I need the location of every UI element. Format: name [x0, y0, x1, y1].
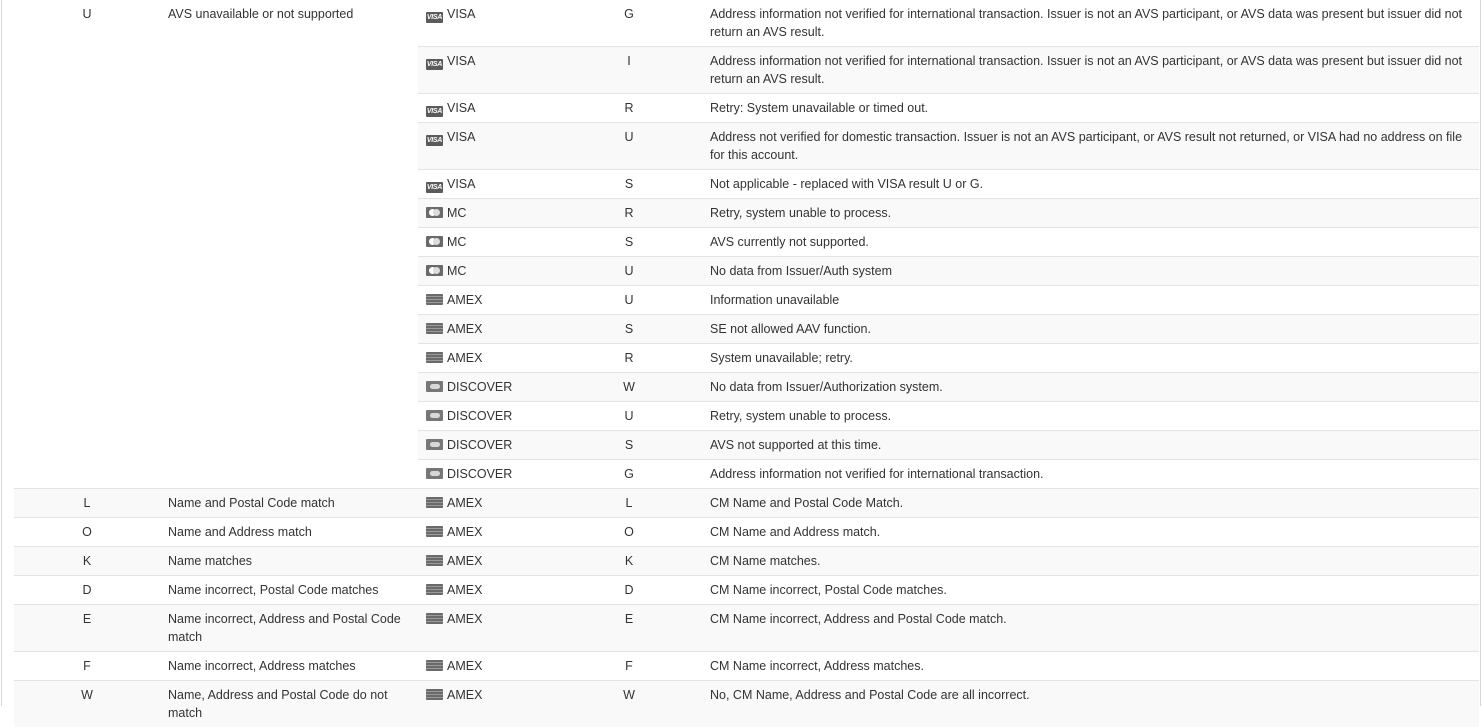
card-type-label: AMEX [447, 525, 482, 539]
avs-meaning-cell: Name, Address and Postal Code do not match [160, 681, 418, 727]
response-code-cell: S [556, 315, 702, 344]
card-type-label: AMEX [447, 293, 482, 307]
card-type-cell [418, 402, 556, 431]
response-code-cell: F [556, 652, 702, 681]
description-cell: Retry, system unable to process. [702, 402, 1479, 431]
card-type-label: AMEX [447, 496, 482, 510]
avs-codes-table [14, 0, 1479, 727]
response-code-cell: R [556, 199, 702, 228]
avs-code-cell: O [14, 518, 160, 547]
card-type-cell [418, 489, 556, 518]
card-type-cell [418, 547, 556, 576]
card-type-cell [418, 460, 556, 489]
card-type-label: AMEX [447, 612, 482, 626]
card-type-label: AMEX [447, 659, 482, 673]
discover-card-icon [426, 439, 443, 450]
card-type-label: AMEX [447, 554, 482, 568]
table-row [14, 547, 1479, 576]
card-type-label: DISCOVER [447, 409, 512, 423]
table-row [14, 518, 1479, 547]
avs-meaning-cell: Name and Postal Code match [160, 489, 418, 518]
card-type-cell [418, 431, 556, 460]
card-type-cell [418, 344, 556, 373]
mastercard-icon [426, 207, 443, 218]
response-code-cell: O [556, 518, 702, 547]
description-cell: Address information not verified for international transaction. Issuer is not an AVS participant, or AVS data was present but issuer did not return an AVS result. [702, 47, 1479, 94]
avs-meaning-cell: Name incorrect, Address matches [160, 652, 418, 681]
response-code-cell: K [556, 547, 702, 576]
response-code-cell: W [556, 681, 702, 727]
card-type-cell [418, 47, 556, 94]
card-type-cell [418, 681, 556, 727]
visa-card-icon: VISA [426, 59, 443, 70]
description-cell: CM Name and Postal Code Match. [702, 489, 1479, 518]
response-code-cell: W [556, 373, 702, 402]
response-code-cell: S [556, 170, 702, 199]
amex-card-icon [426, 555, 443, 566]
response-code-cell: L [556, 489, 702, 518]
description-cell: System unavailable; retry. [702, 344, 1479, 373]
response-code-cell: E [556, 605, 702, 652]
amex-card-icon [426, 497, 443, 508]
avs-meaning-cell: Name matches [160, 547, 418, 576]
description-cell: Not applicable - replaced with VISA result U or G. [702, 170, 1479, 199]
mastercard-icon [426, 236, 443, 247]
amex-card-icon [426, 323, 443, 334]
description-cell: CM Name incorrect, Postal Code matches. [702, 576, 1479, 605]
avs-table-body [14, 0, 1479, 727]
card-type-label: DISCOVER [447, 467, 512, 481]
card-type-cell [418, 199, 556, 228]
amex-card-icon [426, 294, 443, 305]
response-code-cell: D [556, 576, 702, 605]
card-type-label: DISCOVER [447, 380, 512, 394]
avs-meaning-cell: AVS unavailable or not supported [160, 0, 418, 489]
description-cell: CM Name incorrect, Address and Postal Code match. [702, 605, 1479, 652]
avs-code-cell: E [14, 605, 160, 652]
mastercard-icon [426, 265, 443, 276]
description-cell: Information unavailable [702, 286, 1479, 315]
card-type-label: MC [447, 235, 466, 249]
card-type-cell [418, 228, 556, 257]
amex-card-icon [426, 689, 443, 700]
card-type-cell [418, 123, 556, 170]
card-type-label: DISCOVER [447, 438, 512, 452]
response-code-cell: U [556, 286, 702, 315]
card-type-cell [418, 257, 556, 286]
table-row [14, 0, 1479, 47]
description-cell: No, CM Name, Address and Postal Code are all incorrect. [702, 681, 1479, 727]
response-code-cell: R [556, 344, 702, 373]
response-code-cell: R [556, 94, 702, 123]
amex-card-icon [426, 526, 443, 537]
discover-card-icon [426, 410, 443, 421]
card-type-cell [418, 315, 556, 344]
card-type-label: VISA [447, 101, 476, 115]
table-row [14, 605, 1479, 652]
description-cell: No data from Issuer/Authorization system. [702, 373, 1479, 402]
description-cell: AVS not supported at this time. [702, 431, 1479, 460]
amex-card-icon [426, 613, 443, 624]
avs-meaning-cell: Name incorrect, Postal Code matches [160, 576, 418, 605]
amex-card-icon [426, 660, 443, 671]
description-cell: CM Name and Address match. [702, 518, 1479, 547]
description-cell: CM Name matches. [702, 547, 1479, 576]
avs-code-cell: D [14, 576, 160, 605]
amex-card-icon [426, 584, 443, 595]
card-type-cell [418, 605, 556, 652]
avs-code-cell: L [14, 489, 160, 518]
description-cell: Address information not verified for international transaction. [702, 460, 1479, 489]
card-type-cell [418, 576, 556, 605]
response-code-cell: U [556, 123, 702, 170]
card-type-label: VISA [447, 177, 476, 191]
description-cell: Retry, system unable to process. [702, 199, 1479, 228]
card-type-cell [418, 286, 556, 315]
description-cell: No data from Issuer/Auth system [702, 257, 1479, 286]
card-type-label: VISA [447, 7, 476, 21]
card-type-cell [418, 373, 556, 402]
avs-code-cell: F [14, 652, 160, 681]
card-type-label: AMEX [447, 583, 482, 597]
card-type-cell [418, 94, 556, 123]
discover-card-icon [426, 381, 443, 392]
table-row [14, 489, 1479, 518]
card-type-label: MC [447, 206, 466, 220]
response-code-cell: U [556, 402, 702, 431]
avs-code-cell: K [14, 547, 160, 576]
response-code-cell: G [556, 460, 702, 489]
avs-meaning-cell: Name and Address match [160, 518, 418, 547]
description-cell: Address not verified for domestic transaction. Issuer is not an AVS participant, or AVS result not returned, or VISA had no address on file for this account. [702, 123, 1479, 170]
card-type-cell [418, 652, 556, 681]
table-row [14, 576, 1479, 605]
card-type-label: AMEX [447, 688, 482, 702]
card-type-label: MC [447, 264, 466, 278]
card-type-label: AMEX [447, 322, 482, 336]
table-row [14, 681, 1479, 727]
response-code-cell: G [556, 0, 702, 47]
card-type-cell [418, 170, 556, 199]
amex-card-icon [426, 352, 443, 363]
card-type-cell [418, 518, 556, 547]
table-row [14, 652, 1479, 681]
description-cell: Retry: System unavailable or timed out. [702, 94, 1479, 123]
response-code-cell: I [556, 47, 702, 94]
description-cell: Address information not verified for international transaction. Issuer is not an AVS participant, or AVS data was present but issuer did not return an AVS result. [702, 0, 1479, 47]
visa-card-icon: VISA [426, 12, 443, 23]
card-type-label: AMEX [447, 351, 482, 365]
card-type-label: VISA [447, 130, 476, 144]
response-code-cell: S [556, 228, 702, 257]
response-code-cell: S [556, 431, 702, 460]
description-cell: CM Name incorrect, Address matches. [702, 652, 1479, 681]
visa-card-icon: VISA [426, 106, 443, 117]
response-code-cell: U [556, 257, 702, 286]
description-cell: AVS currently not supported. [702, 228, 1479, 257]
card-type-label: VISA [447, 54, 476, 68]
avs-meaning-cell: Name incorrect, Address and Postal Code match [160, 605, 418, 652]
visa-card-icon: VISA [426, 182, 443, 193]
card-type-cell [418, 0, 556, 47]
avs-code-cell: U [14, 0, 160, 489]
visa-card-icon: VISA [426, 135, 443, 146]
description-cell: SE not allowed AAV function. [702, 315, 1479, 344]
avs-code-cell: W [14, 681, 160, 727]
discover-card-icon [426, 468, 443, 479]
